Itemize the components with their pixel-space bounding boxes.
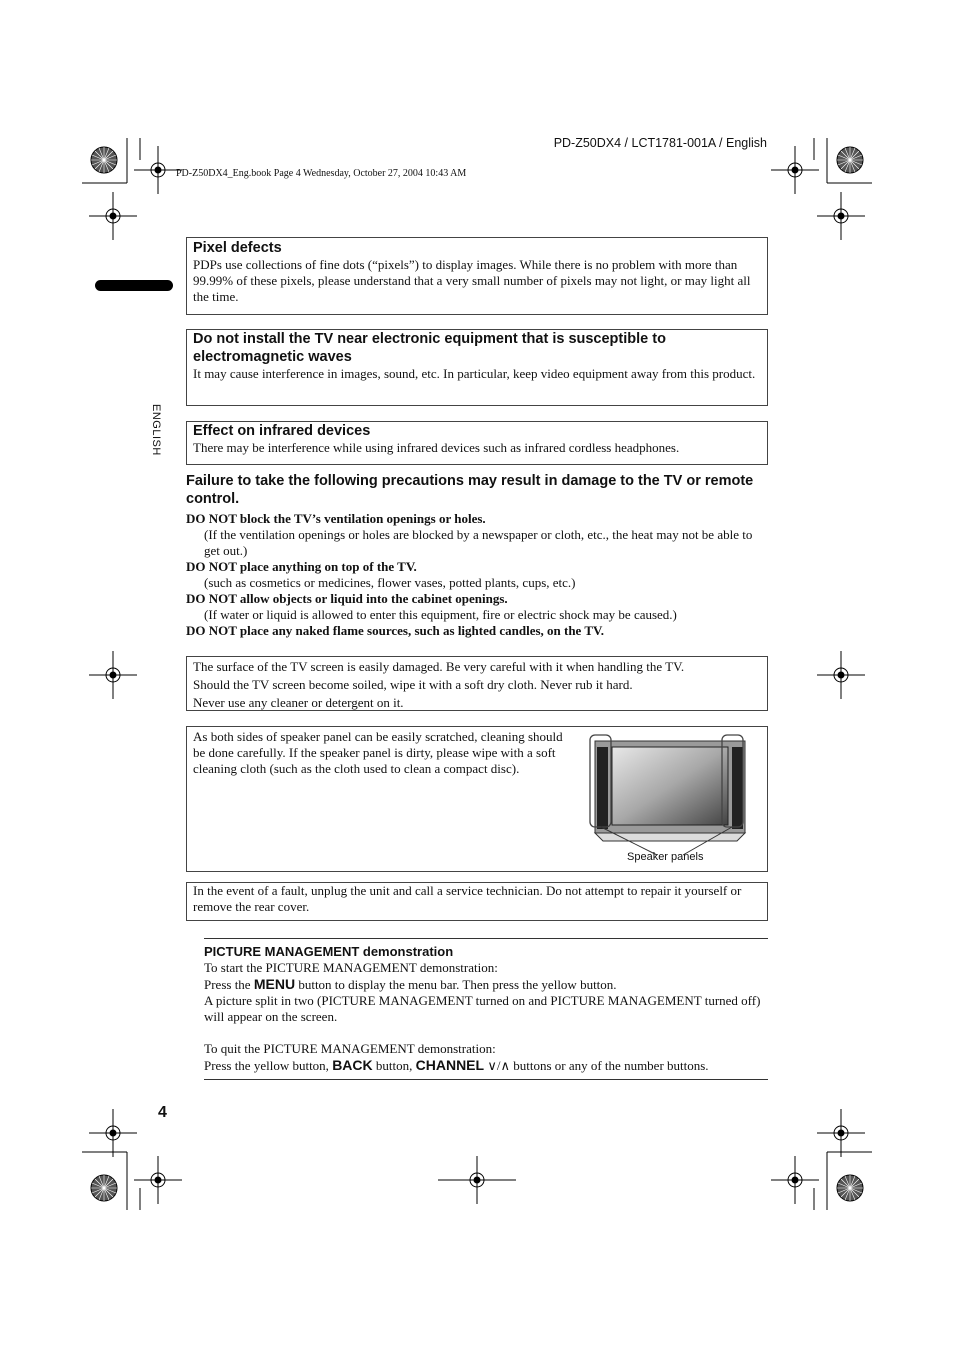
screen-care-box — [186, 656, 768, 711]
pixel-defects-box — [186, 237, 768, 315]
precaution-note-2: (such as cosmetics or medicines, flower vases, potted plants, cups, etc.) — [204, 575, 576, 590]
precaution-rule-2: DO NOT place anything on top of the TV. — [186, 559, 417, 574]
screen-care-line-1: The surface of the TV screen is easily damaged. Be very careful with it when handling the TV. — [193, 659, 685, 674]
precaution-rule-3: DO NOT allow objects or liquid into the cabinet openings. — [186, 591, 508, 606]
book-file-line: PD-Z50DX4_Eng.book Page 4 Wednesday, October 27, 2004 10:43 AM — [176, 168, 467, 179]
demo-quit-post: ∨/∧ buttons or any of the number buttons. — [484, 1058, 709, 1073]
demo-quit: To quit the PICTURE MANAGEMENT demonstration: — [204, 1041, 496, 1056]
demo-press-menu — [204, 976, 768, 993]
back-key-label: BACK — [332, 1057, 373, 1073]
menu-key-label: MENU — [253, 976, 296, 992]
document-reference: PD-Z50DX4 / LCT1781-001A / English — [553, 136, 767, 150]
precaution-note-3: (If water or liquid is allowed to enter this equipment, fire or electric shock may be caused.) — [204, 607, 677, 622]
infrared-title: Effect on infrared devices — [193, 423, 371, 439]
demo-start: To start the PICTURE MANAGEMENT demonstration: — [204, 960, 498, 975]
speaker-panels-caption: Speaker panels — [627, 851, 704, 863]
pixel-defects-body: PDPs use collections of fine dots (“pixels”) to display images. While there is no problem with more than 99.99% of these pixels, please understand that a very small number of pixels may not light, or may light all the time. — [193, 257, 751, 304]
precautions-section — [186, 472, 768, 639]
page-number: 4 — [158, 1104, 167, 1121]
pixel-defects-title: Pixel defects — [193, 240, 282, 256]
tv-speaker-panels-illustration — [585, 731, 755, 871]
demo-quit-buttons — [204, 1057, 768, 1074]
fault-body: In the event of a fault, unplug the unit and call a service technician. Do not attempt to repair it yourself or remove the rear cover. — [193, 883, 742, 914]
fault-box — [186, 882, 768, 921]
demo-section — [204, 938, 768, 1080]
infrared-body: There may be interference while using infrared devices such as infrared cordless headphones. — [193, 440, 680, 455]
precaution-rule-4: DO NOT place any naked flame sources, such as lighted candles, on the TV. — [186, 623, 604, 638]
emi-warning-body: It may cause interference in images, sound, etc. In particular, keep video equipment away from this product. — [193, 366, 756, 381]
precaution-rule-1: DO NOT block the TV’s ventilation openings or holes. — [186, 511, 486, 526]
demo-quit-pre: Press the yellow button, — [204, 1058, 333, 1073]
channel-key-label: CHANNEL — [415, 1057, 485, 1073]
speaker-care-box — [186, 726, 768, 872]
precautions-title: Failure to take the following precautions may result in damage to the TV or remote control. — [186, 473, 754, 507]
screen-care-line-3: Never use any cleaner or detergent on it. — [193, 695, 404, 710]
speaker-care-body: As both sides of speaker panel can be easily scratched, cleaning should be done carefully. If the speaker panel is dirty, please wipe with a soft cleaning cloth (such as the cloth used to clean a compact disc). — [193, 729, 563, 776]
emi-warning-box — [186, 329, 768, 406]
screen-care-line-2: Should the TV screen become soiled, wipe it with a soft dry cloth. Never rub it hard. — [193, 677, 633, 692]
language-tab-bar — [95, 280, 173, 291]
language-label: ENGLISH — [150, 404, 162, 456]
precaution-note-1: (If the ventilation openings or holes are blocked by a newspaper or cloth, etc., the heat may not be able to get out.) — [204, 527, 753, 558]
demo-title: PICTURE MANAGEMENT demonstration — [204, 944, 454, 959]
demo-split: A picture split in two (PICTURE MANAGEMENT turned on and PICTURE MANAGEMENT turned off) will appear on the screen. — [204, 993, 761, 1024]
demo-press-pre: Press the — [204, 977, 254, 992]
demo-quit-mid: button, — [372, 1058, 416, 1073]
demo-press-post: button to display the menu bar. Then press the yellow button. — [295, 977, 617, 992]
infrared-box — [186, 421, 768, 465]
emi-warning-title: Do not install the TV near electronic equipment that is susceptible to electromagnetic waves — [193, 331, 666, 365]
